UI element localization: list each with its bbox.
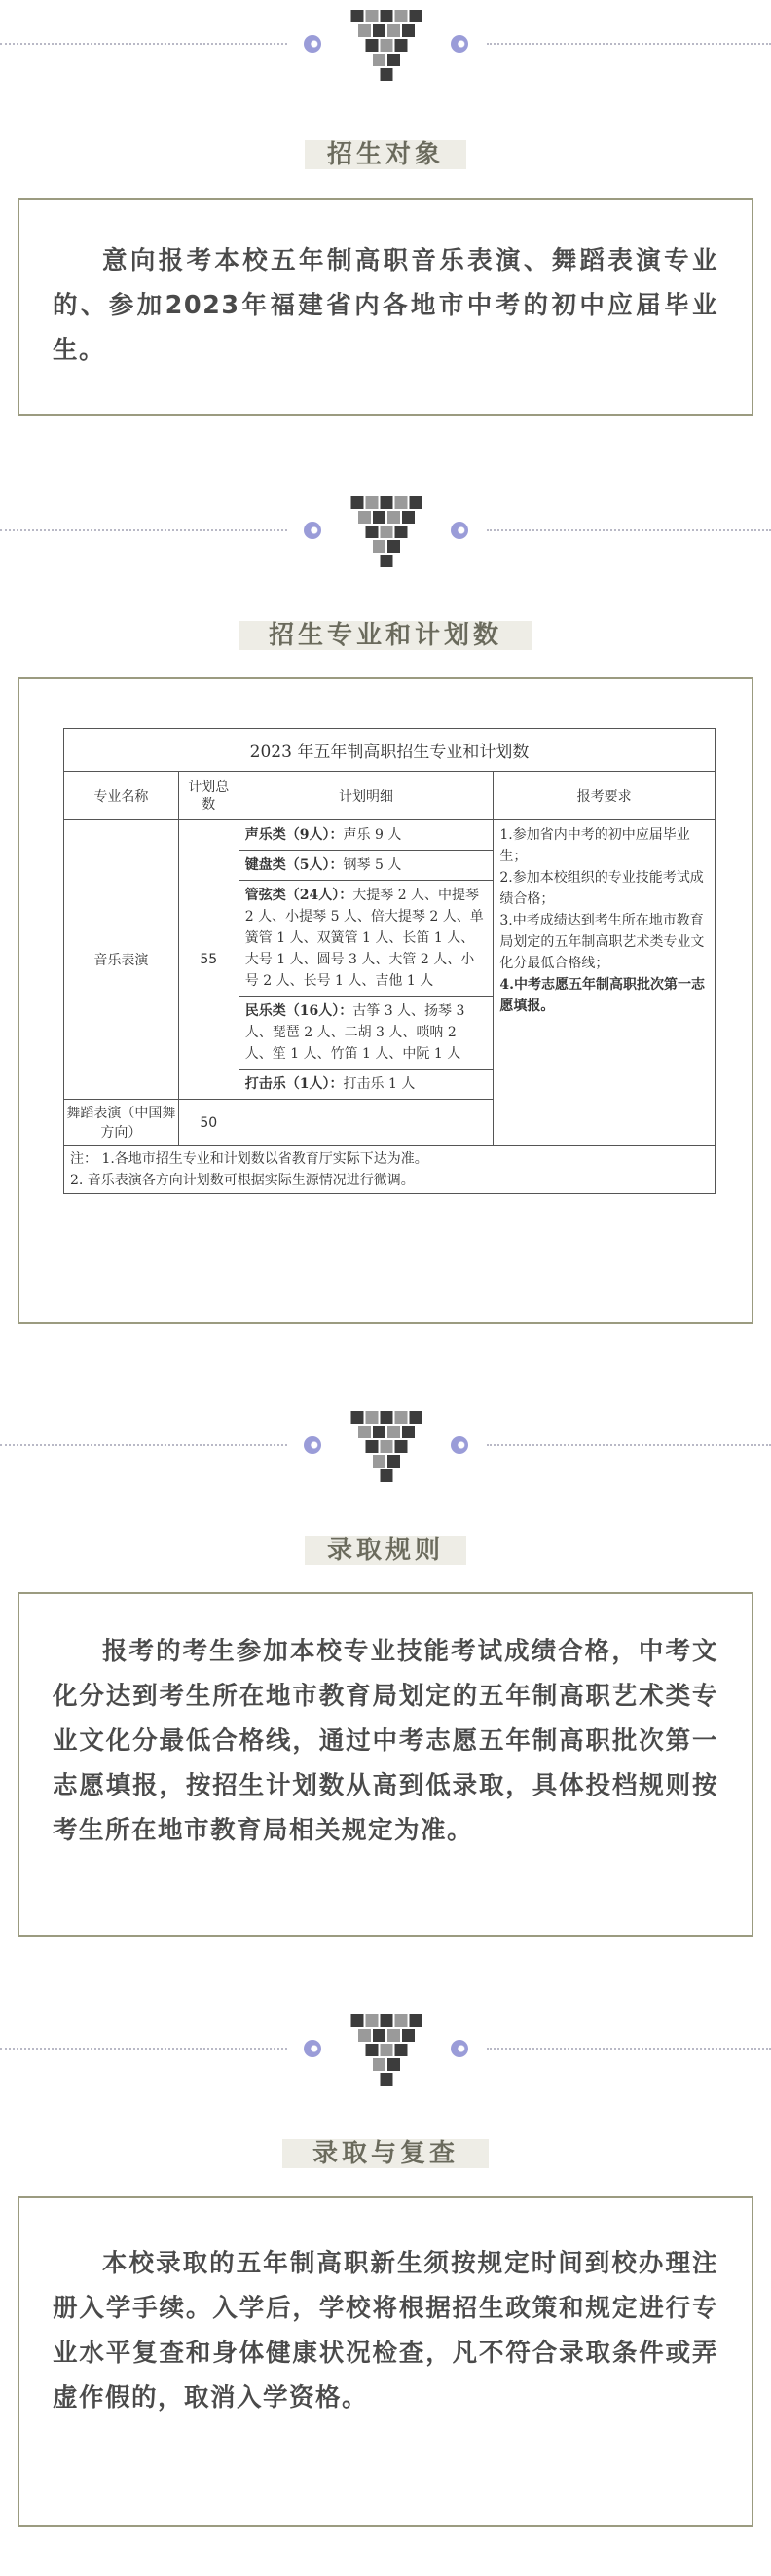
table-notes	[64, 1146, 716, 1194]
ring-dot-icon	[304, 1436, 321, 1454]
detail-cell-empty	[239, 1100, 494, 1146]
section-title	[0, 613, 771, 658]
ring-dot-icon	[304, 522, 321, 539]
dotted-line	[487, 1444, 771, 1446]
logo-square	[351, 1411, 364, 1424]
section-title	[0, 2131, 771, 2176]
note-line: 注： 1.各地市招生专业和计划数以省教育厅实际下达为准。	[70, 1151, 428, 1167]
logo-square	[410, 1411, 422, 1424]
detail-cell	[239, 820, 494, 1100]
logo-square	[387, 2029, 400, 2042]
logo-square	[373, 540, 386, 553]
logo-square	[373, 511, 386, 524]
table-caption: 2023 年五年制高职招生专业和计划数	[64, 729, 716, 772]
logo-square	[373, 2058, 386, 2071]
section-body: 意向报考本校五年制高职音乐表演、舞蹈表演专业的、参加2023年福建省内各地市中考的初中应届毕业生。	[53, 246, 718, 365]
detail-line	[239, 997, 494, 1070]
logo-square	[395, 39, 408, 52]
logo-square	[366, 2014, 379, 2027]
logo-square	[387, 540, 400, 553]
logo-square	[387, 1426, 400, 1438]
detail-items: 打击乐 1 人	[343, 1076, 416, 1092]
detail-category: 声乐类（9人）：	[244, 827, 344, 843]
detail-line	[239, 881, 494, 997]
requirement-item: 3.中考成绩达到考生所在地市教育局划定的五年制高职艺术类专业文化分最低合格线；	[499, 913, 705, 971]
logo-square	[387, 511, 400, 524]
ring-dot-icon	[304, 2040, 321, 2057]
logo-square	[387, 54, 400, 66]
logo-square	[381, 2044, 393, 2056]
triangle-grid-logo-icon	[349, 492, 424, 570]
detail-items: 声乐 9 人	[343, 827, 402, 843]
detail-line	[239, 1070, 494, 1099]
dotted-line	[487, 43, 771, 45]
dotted-line	[487, 529, 771, 531]
logo-square	[402, 1426, 415, 1438]
content-box	[18, 2196, 753, 2527]
detail-items: 大提琴 2 人、中提琴 2 人、小提琴 5 人、倍大提琴 2 人、单簧管 1 人、双簧管 1 人、长笛 1 人、大号 1 人、圆号 3 人、大管 2 人、小号 2 人、长号 1 人、吉他 1 人	[244, 888, 484, 989]
header-count: 计划总数	[178, 772, 239, 820]
detail-category: 管弦类（24人）：	[244, 888, 353, 903]
logo-square	[351, 496, 364, 509]
logo-square	[395, 496, 408, 509]
detail-items: 钢琴 5 人	[343, 857, 402, 873]
section-divider	[0, 487, 771, 574]
ring-dot-icon	[451, 35, 468, 53]
logo-square	[358, 24, 371, 37]
detail-category: 键盘类（5人）：	[244, 857, 344, 873]
requirement-item: 4.中考志愿五年制高职批次第一志愿填报。	[499, 977, 705, 1014]
logo-square	[402, 2029, 415, 2042]
logo-square	[387, 24, 400, 37]
plan-table	[63, 728, 716, 1194]
ring-dot-icon	[451, 1436, 468, 1454]
logo-square	[381, 1440, 393, 1453]
logo-square	[366, 39, 379, 52]
logo-square	[358, 511, 371, 524]
logo-square	[395, 1440, 408, 1453]
section-body: 报考的考生参加本校专业技能考试成绩合格，中考文化分达到考生所在地市教育局划定的五年制高职艺术类专业文化分最低合格线，通过中考志愿五年制高职批次第一志愿填报，按招生计划数从高到低录取，具体投档规则按考生所在地市教育局相关规定为准。	[53, 1637, 718, 1845]
dotted-line	[0, 1444, 287, 1446]
logo-square	[395, 2044, 408, 2056]
logo-square	[366, 1411, 379, 1424]
logo-square	[395, 526, 408, 538]
logo-square	[387, 1455, 400, 1468]
logo-square	[373, 24, 386, 37]
dotted-line	[0, 529, 287, 531]
requirement-cell	[494, 820, 716, 1146]
ring-dot-icon	[451, 2040, 468, 2057]
header-detail: 计划明细	[239, 772, 494, 820]
logo-square	[358, 2029, 371, 2042]
triangle-grid-logo-icon	[349, 2011, 424, 2088]
logo-square	[381, 39, 393, 52]
detail-category: 打击乐（1人）：	[244, 1076, 344, 1092]
section-title-text: 招生对象	[326, 140, 444, 169]
section-title	[0, 132, 771, 177]
logo-square	[410, 2014, 422, 2027]
requirement-item: 2.参加本校组织的专业技能考试成绩合格；	[499, 870, 704, 907]
logo-square	[402, 24, 415, 37]
logo-square	[373, 1455, 386, 1468]
detail-category: 民乐类（16人）：	[244, 1003, 353, 1019]
major-cell: 音乐表演	[64, 820, 179, 1100]
dotted-line	[487, 2048, 771, 2050]
logo-square	[366, 526, 379, 538]
logo-square	[395, 10, 408, 22]
logo-square	[381, 555, 393, 567]
logo-square	[395, 2014, 408, 2027]
logo-square	[402, 511, 415, 524]
section-body: 本校录取的五年制高职新生须按规定时间到校办理注册入学手续。入学后，学校将根据招生政策和规定进行专业水平复查和身体健康状况检查，凡不符合录取条件或弄虚作假的，取消入学资格。	[53, 2249, 718, 2413]
logo-square	[373, 54, 386, 66]
logo-square	[366, 10, 379, 22]
logo-square	[381, 526, 393, 538]
dotted-line	[0, 43, 287, 45]
logo-square	[381, 68, 393, 81]
table-box	[18, 677, 753, 1324]
logo-square	[351, 10, 364, 22]
logo-square	[381, 2014, 393, 2027]
logo-square	[395, 1411, 408, 1424]
section-title-text: 录取与复查	[312, 2139, 459, 2168]
note-line: 2. 音乐表演各方向计划数可根据实际生源情况进行微调。	[70, 1173, 415, 1188]
logo-square	[366, 2044, 379, 2056]
count-cell: 55	[178, 820, 239, 1100]
section-divider	[0, 1401, 771, 1489]
detail-line	[239, 820, 494, 851]
section-title-text: 录取规则	[326, 1536, 444, 1565]
section-title-text: 招生专业和计划数	[268, 621, 502, 650]
content-box	[18, 198, 753, 416]
logo-square	[373, 1426, 386, 1438]
logo-square	[381, 2073, 393, 2086]
header-major: 专业名称	[64, 772, 179, 820]
triangle-grid-logo-icon	[349, 1407, 424, 1485]
logo-square	[387, 2058, 400, 2071]
dotted-line	[0, 2048, 287, 2050]
ring-dot-icon	[451, 522, 468, 539]
header-requirement: 报考要求	[494, 772, 716, 820]
logo-square	[358, 1426, 371, 1438]
content-box	[18, 1592, 753, 1937]
logo-square	[381, 1469, 393, 1482]
detail-line	[239, 851, 494, 881]
logo-square	[351, 2014, 364, 2027]
logo-square	[381, 496, 393, 509]
major-cell: 舞蹈表演（中国舞方向）	[64, 1100, 179, 1146]
section-divider	[0, 2005, 771, 2092]
logo-square	[366, 496, 379, 509]
logo-square	[381, 10, 393, 22]
triangle-grid-logo-icon	[349, 6, 424, 84]
section-title	[0, 1528, 771, 1573]
requirement-item: 1.参加省内中考的初中应届毕业生；	[499, 827, 690, 864]
ring-dot-icon	[304, 35, 321, 53]
logo-square	[373, 2029, 386, 2042]
detail-items: 古筝 3 人、扬琴 3 人、琵琶 2 人、二胡 3 人、唢呐 2 人、笙 1 人、竹笛 1 人、中阮 1 人	[244, 1003, 465, 1062]
logo-square	[381, 1411, 393, 1424]
logo-square	[410, 10, 422, 22]
logo-square	[410, 496, 422, 509]
count-cell: 50	[178, 1100, 239, 1146]
logo-square	[366, 1440, 379, 1453]
section-divider	[0, 0, 771, 88]
